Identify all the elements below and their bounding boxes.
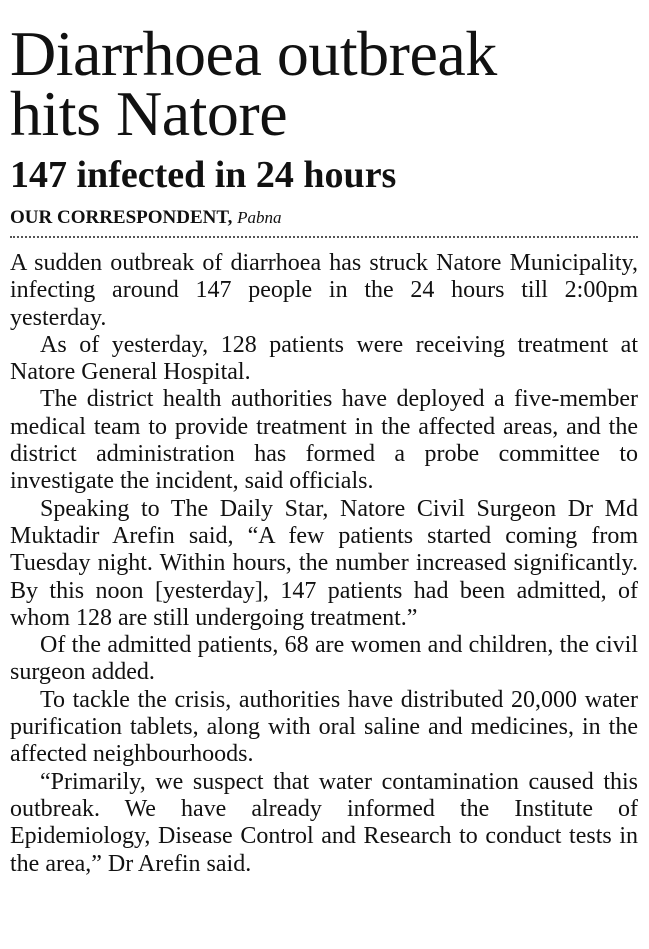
byline-author: OUR CORRESPONDENT,: [10, 207, 233, 228]
paragraph-1: A sudden outbreak of diarrhoea has struck Natore Municipality, infecting around 147 people in the 24 hours till 2:00pm yesterday.: [10, 250, 638, 331]
news-article: [10, 0, 638, 878]
byline-location: Pabna: [237, 208, 282, 227]
paragraph-6: To tackle the crisis, authorities have distributed 20,000 water purification tablets, along with oral saline and medicines, in the affected neighbourhoods.: [10, 686, 638, 768]
paragraph-3: The district health authorities have deployed a five-member medical team to provide treatment in the affected areas, and the district administration has formed a probe committee to investigate the incident, said officials.: [10, 386, 638, 495]
headline-line-2: hits Natore: [10, 78, 288, 149]
headline-line-1: Diarrhoea outbreak: [10, 18, 497, 89]
dotted-divider: [10, 236, 638, 238]
byline: [10, 206, 638, 230]
paragraph-5: Of the admitted patients, 68 are women and children, the civil surgeon added.: [10, 632, 638, 686]
subheadline: 147 infected in 24 hours: [10, 154, 397, 196]
paragraph-7: “Primarily, we suspect that water contamination caused this outbreak. We have already informed the Institute of Epidemiology, Disease Control and Research to conduct tests in the area,” Dr Arefin said.: [10, 768, 638, 877]
paragraph-4: Speaking to The Daily Star, Natore Civil Surgeon Dr Md Muktadir Arefin said, “A few patients started coming from Tuesday night. Within hours, the number increased significantly. By this noon [yesterday], 147 patients had been admitted, of whom 128 are still undergoing treatment.”: [10, 495, 638, 631]
paragraph-2: As of yesterday, 128 patients were receiving treatment at Natore General Hospital.: [10, 331, 638, 386]
headline: [10, 0, 638, 149]
article-body: [10, 250, 638, 878]
